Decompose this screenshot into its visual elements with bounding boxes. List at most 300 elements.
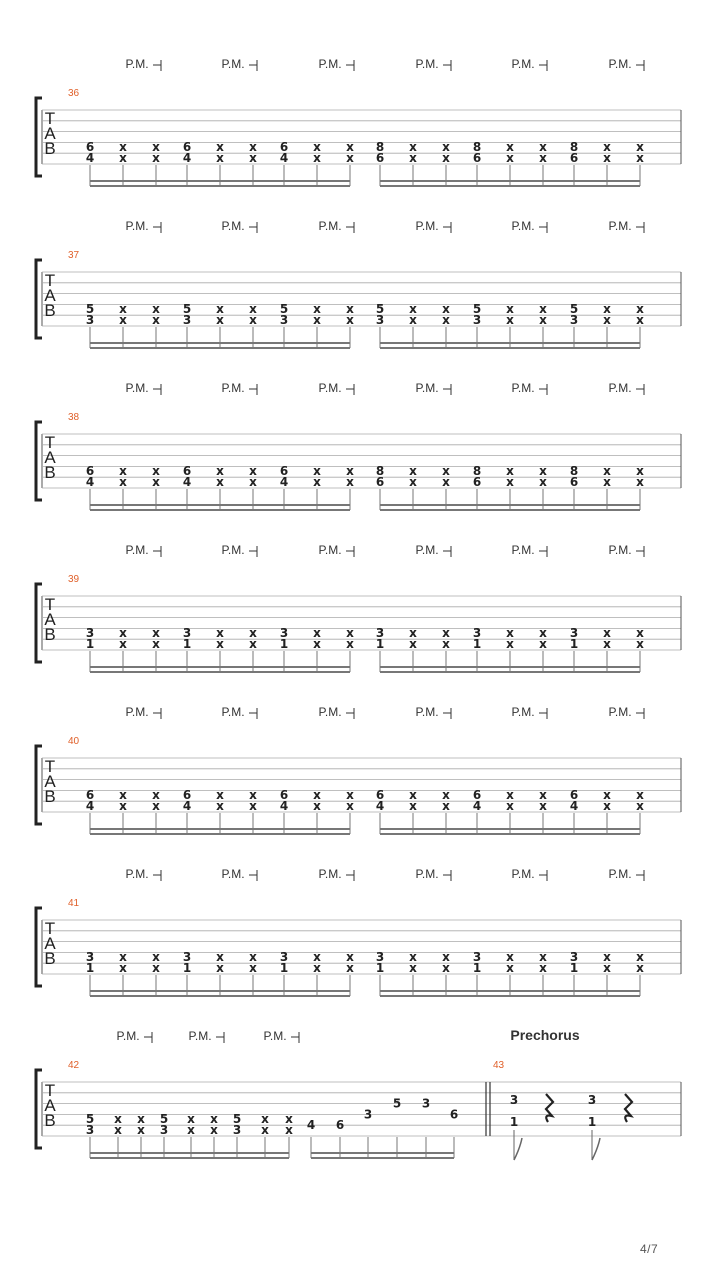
palm-mute-label: P.M.: [221, 867, 245, 881]
dead-note: x: [119, 637, 127, 651]
dead-note: x: [603, 464, 611, 479]
dead-note: x: [210, 1112, 218, 1127]
tab-clef-letter: B: [44, 949, 56, 968]
tab-fret-number: 4: [279, 151, 289, 165]
tab-clef-letter: A: [44, 124, 56, 143]
tab-fret-number: 4: [472, 799, 482, 813]
dead-note: x: [506, 961, 514, 975]
tab-fret-number: 4: [182, 151, 192, 165]
tab-fret-number: 3: [85, 1123, 95, 1137]
dead-note: x: [603, 788, 611, 803]
tab-fret-number: 4: [85, 475, 95, 489]
tab-fret-number: 8: [472, 140, 482, 155]
tab-clef-letter: T: [44, 433, 56, 452]
tab-system-37: [36, 219, 681, 348]
tab-fret-number: 3: [182, 313, 192, 327]
dead-note: x: [152, 788, 160, 803]
dead-note: x: [506, 151, 514, 165]
dead-note: x: [603, 151, 611, 165]
dead-note: x: [249, 302, 257, 317]
palm-mute-label: P.M.: [188, 1029, 212, 1043]
dead-note: x: [119, 140, 127, 155]
dead-note: x: [249, 637, 257, 651]
dead-note: x: [442, 151, 450, 165]
dead-note: x: [539, 313, 547, 327]
dead-note: x: [249, 626, 257, 641]
dead-note: x: [346, 788, 354, 803]
palm-mute-label: P.M.: [125, 219, 149, 233]
palm-mute-label: P.M.: [608, 543, 632, 557]
tab-fret-number: 3: [569, 313, 579, 327]
dead-note: x: [285, 1112, 293, 1127]
tab-fret-number: 6: [335, 1118, 345, 1133]
tab-fret-number: 3: [587, 1093, 597, 1107]
section-label: Prechorus: [510, 1027, 580, 1043]
dead-note: x: [409, 302, 417, 317]
dead-note: x: [636, 788, 644, 803]
dead-note: x: [506, 950, 514, 965]
palm-mute-label: P.M.: [415, 57, 439, 71]
tab-clef-letter: B: [44, 1111, 56, 1130]
dead-note: x: [603, 799, 611, 813]
palm-mute-label: P.M.: [318, 867, 342, 881]
tab-fret-number: 6: [472, 151, 482, 165]
dead-note: x: [119, 464, 127, 479]
tab-fret-number: 3: [375, 950, 385, 965]
dead-note: x: [346, 637, 354, 651]
dead-note: x: [409, 626, 417, 641]
palm-mute-label: P.M.: [511, 867, 535, 881]
tab-fret-number: 1: [472, 637, 482, 651]
dead-note: x: [539, 464, 547, 479]
tab-fret-number: 3: [472, 313, 482, 327]
system-bracket: [36, 1070, 42, 1148]
dead-note: x: [409, 961, 417, 975]
dead-note: x: [442, 961, 450, 975]
tab-fret-number: 1: [279, 637, 289, 651]
dead-note: x: [506, 475, 514, 489]
tab-fret-number: 4: [279, 799, 289, 813]
dead-note: x: [249, 151, 257, 165]
dead-note: x: [210, 1123, 218, 1137]
tab-fret-number: 6: [569, 788, 579, 803]
tab-system-40: [36, 705, 681, 834]
quarter-rest: [546, 1094, 553, 1122]
palm-mute-label: P.M.: [116, 1029, 140, 1043]
dead-note: x: [409, 475, 417, 489]
palm-mute-label: P.M.: [608, 219, 632, 233]
dead-note: x: [285, 1123, 293, 1137]
tab-fret-number: 3: [363, 1107, 373, 1122]
palm-mute-label: P.M.: [415, 543, 439, 557]
dead-note: x: [216, 626, 224, 641]
tab-clef-letter: B: [44, 463, 56, 482]
dead-note: x: [249, 799, 257, 813]
dead-note: x: [152, 799, 160, 813]
tab-fret-number: 4: [85, 151, 95, 165]
dead-note: x: [119, 799, 127, 813]
dead-note: x: [539, 302, 547, 317]
dead-note: x: [346, 313, 354, 327]
dead-note: x: [152, 464, 160, 479]
tab-fret-number: 5: [85, 302, 95, 317]
tab-fret-number: 1: [182, 637, 192, 651]
tab-clef-letter: B: [44, 139, 56, 158]
tab-clef-letter: A: [44, 772, 56, 791]
tab-fret-number: 5: [182, 302, 192, 317]
tab-fret-number: 4: [279, 475, 289, 489]
dead-note: x: [346, 140, 354, 155]
dead-note: x: [346, 799, 354, 813]
dead-note: x: [152, 151, 160, 165]
dead-note: x: [152, 950, 160, 965]
dead-note: x: [636, 961, 644, 975]
dead-note: x: [119, 302, 127, 317]
dead-note: x: [313, 140, 321, 155]
tab-clef-letter: A: [44, 286, 56, 305]
tab-fret-number: 1: [587, 1115, 597, 1129]
tab-clef-letter: A: [44, 610, 56, 629]
dead-note: x: [539, 637, 547, 651]
tab-fret-number: 6: [85, 788, 95, 803]
dead-note: x: [603, 950, 611, 965]
dead-note: x: [636, 302, 644, 317]
dead-note: x: [313, 313, 321, 327]
dead-note: x: [346, 464, 354, 479]
dead-note: x: [216, 475, 224, 489]
palm-mute-label: P.M.: [221, 219, 245, 233]
tab-system-42: [36, 1027, 681, 1160]
dead-note: x: [506, 788, 514, 803]
dead-note: x: [603, 961, 611, 975]
tab-fret-number: 1: [569, 637, 579, 651]
palm-mute-label: P.M.: [608, 867, 632, 881]
tab-clef-letter: B: [44, 625, 56, 644]
dead-note: x: [249, 313, 257, 327]
tab-system-41: [36, 867, 681, 996]
measure-number: 40: [68, 736, 80, 747]
dead-note: x: [313, 950, 321, 965]
tab-fret-number: 1: [569, 961, 579, 975]
tab-fret-number: 8: [375, 464, 385, 479]
tab-fret-number: 4: [569, 799, 579, 813]
dead-note: x: [506, 313, 514, 327]
dead-note: x: [636, 626, 644, 641]
dead-note: x: [603, 302, 611, 317]
tab-fret-number: 8: [569, 140, 579, 155]
palm-mute-label: P.M.: [415, 705, 439, 719]
dead-note: x: [313, 464, 321, 479]
dead-note: x: [313, 799, 321, 813]
tab-fret-number: 6: [279, 464, 289, 479]
dead-note: x: [216, 950, 224, 965]
dead-note: x: [249, 475, 257, 489]
tab-fret-number: 6: [472, 788, 482, 803]
tab-fret-number: 3: [159, 1123, 169, 1137]
dead-note: x: [346, 302, 354, 317]
tab-fret-number: 5: [569, 302, 579, 317]
dead-note: x: [152, 302, 160, 317]
tab-fret-number: 3: [182, 626, 192, 641]
palm-mute-label: P.M.: [511, 543, 535, 557]
tab-clef-letter: T: [44, 271, 56, 290]
tab-fret-number: 6: [569, 475, 579, 489]
dead-note: x: [539, 626, 547, 641]
dead-note: x: [119, 961, 127, 975]
palm-mute-label: P.M.: [125, 543, 149, 557]
dead-note: x: [603, 637, 611, 651]
tab-fret-number: 5: [85, 1112, 95, 1127]
tab-fret-number: 5: [159, 1112, 169, 1127]
dead-note: x: [409, 799, 417, 813]
dead-note: x: [603, 626, 611, 641]
dead-note: x: [636, 637, 644, 651]
tab-fret-number: 4: [85, 799, 95, 813]
dead-note: x: [346, 950, 354, 965]
dead-note: x: [216, 464, 224, 479]
page-number: 4/7: [640, 1242, 659, 1256]
dead-note: x: [119, 626, 127, 641]
tab-fret-number: 4: [182, 799, 192, 813]
dead-note: x: [636, 475, 644, 489]
tab-fret-number: 6: [375, 475, 385, 489]
dead-note: x: [442, 788, 450, 803]
dead-note: x: [119, 950, 127, 965]
dead-note: x: [539, 475, 547, 489]
measure-number: 41: [68, 898, 80, 909]
tab-fret-number: 3: [375, 626, 385, 641]
dead-note: x: [346, 626, 354, 641]
dead-note: x: [249, 788, 257, 803]
dead-note: x: [636, 799, 644, 813]
dead-note: x: [409, 950, 417, 965]
tab-fret-number: 1: [279, 961, 289, 975]
tab-fret-number: 6: [279, 140, 289, 155]
tab-fret-number: 1: [182, 961, 192, 975]
dead-note: x: [313, 961, 321, 975]
tab-fret-number: 6: [569, 151, 579, 165]
tab-fret-number: 6: [182, 140, 192, 155]
system-bracket: [36, 908, 42, 986]
dead-note: x: [216, 637, 224, 651]
palm-mute-label: P.M.: [125, 57, 149, 71]
dead-note: x: [442, 464, 450, 479]
dead-note: x: [636, 313, 644, 327]
dead-note: x: [216, 140, 224, 155]
dead-note: x: [442, 140, 450, 155]
palm-mute-label: P.M.: [511, 57, 535, 71]
tab-fret-number: 6: [182, 464, 192, 479]
dead-note: x: [539, 950, 547, 965]
dead-note: x: [187, 1123, 195, 1137]
tab-fret-number: 3: [85, 313, 95, 327]
measure-number: 43: [493, 1060, 505, 1071]
tab-fret-number: 8: [569, 464, 579, 479]
palm-mute-label: P.M.: [125, 381, 149, 395]
tab-clef-letter: T: [44, 1081, 56, 1100]
tab-fret-number: 3: [182, 950, 192, 965]
tab-clef-letter: B: [44, 301, 56, 320]
palm-mute-label: P.M.: [511, 219, 535, 233]
dead-note: x: [119, 475, 127, 489]
dead-note: x: [409, 313, 417, 327]
dead-note: x: [152, 961, 160, 975]
tab-system-38: [36, 381, 681, 510]
dead-note: x: [119, 151, 127, 165]
dead-note: x: [152, 313, 160, 327]
tab-fret-number: 4: [306, 1118, 316, 1133]
measure-number: 36: [68, 88, 80, 99]
system-bracket: [36, 98, 42, 176]
system-bracket: [36, 746, 42, 824]
dead-note: x: [137, 1112, 145, 1127]
palm-mute-label: P.M.: [125, 867, 149, 881]
dead-note: x: [313, 475, 321, 489]
tab-clef-letter: A: [44, 1096, 56, 1115]
palm-mute-label: P.M.: [221, 57, 245, 71]
dead-note: x: [539, 799, 547, 813]
palm-mute-label: P.M.: [608, 381, 632, 395]
palm-mute-label: P.M.: [511, 381, 535, 395]
system-bracket: [36, 584, 42, 662]
dead-note: x: [261, 1123, 269, 1137]
dead-note: x: [442, 302, 450, 317]
palm-mute-label: P.M.: [608, 705, 632, 719]
system-bracket: [36, 422, 42, 500]
dead-note: x: [216, 961, 224, 975]
tab-fret-number: 1: [85, 637, 95, 651]
dead-note: x: [442, 626, 450, 641]
dead-note: x: [119, 788, 127, 803]
dead-note: x: [442, 799, 450, 813]
dead-note: x: [346, 961, 354, 975]
tab-fret-number: 5: [279, 302, 289, 317]
dead-note: x: [506, 637, 514, 651]
tab-fret-number: 6: [375, 151, 385, 165]
tab-fret-number: 3: [569, 626, 579, 641]
dead-note: x: [114, 1112, 122, 1127]
tab-fret-number: 1: [375, 637, 385, 651]
palm-mute-label: P.M.: [608, 57, 632, 71]
palm-mute-label: P.M.: [263, 1029, 287, 1043]
tab-clef-letter: A: [44, 448, 56, 467]
tab-fret-number: 6: [375, 788, 385, 803]
tab-fret-number: 1: [509, 1115, 519, 1129]
palm-mute-label: P.M.: [318, 57, 342, 71]
palm-mute-label: P.M.: [221, 705, 245, 719]
dead-note: x: [603, 140, 611, 155]
tab-clef-letter: B: [44, 787, 56, 806]
dead-note: x: [442, 950, 450, 965]
measure-number: 39: [68, 574, 80, 585]
tab-fret-number: 1: [375, 961, 385, 975]
tab-fret-number: 4: [375, 799, 385, 813]
dead-note: x: [539, 151, 547, 165]
dead-note: x: [506, 626, 514, 641]
tab-fret-number: 3: [232, 1123, 242, 1137]
dead-note: x: [119, 313, 127, 327]
tab-clef-letter: T: [44, 595, 56, 614]
tab-fret-number: 5: [375, 302, 385, 317]
tab-clef-letter: A: [44, 934, 56, 953]
palm-mute-label: P.M.: [221, 381, 245, 395]
tab-fret-number: 3: [279, 626, 289, 641]
palm-mute-label: P.M.: [415, 867, 439, 881]
dead-note: x: [442, 637, 450, 651]
dead-note: x: [187, 1112, 195, 1127]
dead-note: x: [409, 151, 417, 165]
dead-note: x: [442, 475, 450, 489]
palm-mute-label: P.M.: [318, 705, 342, 719]
quarter-rest: [625, 1094, 632, 1122]
dead-note: x: [216, 313, 224, 327]
dead-note: x: [506, 140, 514, 155]
dead-note: x: [152, 626, 160, 641]
palm-mute-label: P.M.: [415, 381, 439, 395]
dead-note: x: [313, 302, 321, 317]
dead-note: x: [137, 1123, 145, 1137]
measure-number: 42: [68, 1060, 80, 1071]
tab-fret-number: 6: [182, 788, 192, 803]
dead-note: x: [539, 140, 547, 155]
dead-note: x: [216, 788, 224, 803]
tab-fret-number: 3: [569, 950, 579, 965]
tab-clef-letter: T: [44, 919, 56, 938]
tab-fret-number: 3: [472, 950, 482, 965]
palm-mute-label: P.M.: [318, 381, 342, 395]
dead-note: x: [249, 961, 257, 975]
tab-fret-number: 6: [279, 788, 289, 803]
palm-mute-label: P.M.: [318, 219, 342, 233]
tab-fret-number: 3: [509, 1093, 519, 1107]
dead-note: x: [346, 151, 354, 165]
dead-note: x: [409, 788, 417, 803]
dead-note: x: [313, 626, 321, 641]
dead-note: x: [539, 961, 547, 975]
note-flag: [592, 1138, 600, 1160]
dead-note: x: [409, 464, 417, 479]
dead-note: x: [506, 464, 514, 479]
tab-fret-number: 3: [279, 313, 289, 327]
dead-note: x: [152, 140, 160, 155]
tab-fret-number: 1: [85, 961, 95, 975]
tab-fret-number: 5: [232, 1112, 242, 1127]
tab-fret-number: 3: [375, 313, 385, 327]
dead-note: x: [636, 140, 644, 155]
dead-note: x: [539, 788, 547, 803]
tab-system-39: [36, 543, 681, 672]
tab-fret-number: 8: [375, 140, 385, 155]
dead-note: x: [636, 950, 644, 965]
measure-number: 37: [68, 250, 80, 261]
system-bracket: [36, 260, 42, 338]
measure-number: 38: [68, 412, 80, 423]
dead-note: x: [152, 475, 160, 489]
dead-note: x: [442, 313, 450, 327]
dead-note: x: [313, 151, 321, 165]
dead-note: x: [603, 475, 611, 489]
tab-fret-number: 5: [392, 1096, 402, 1111]
tab-system-36: [36, 57, 681, 186]
note-flag: [514, 1138, 522, 1160]
tab-fret-number: 6: [85, 464, 95, 479]
palm-mute-label: P.M.: [511, 705, 535, 719]
dead-note: x: [216, 151, 224, 165]
dead-note: x: [636, 151, 644, 165]
dead-note: x: [249, 950, 257, 965]
dead-note: x: [152, 637, 160, 651]
dead-note: x: [249, 140, 257, 155]
